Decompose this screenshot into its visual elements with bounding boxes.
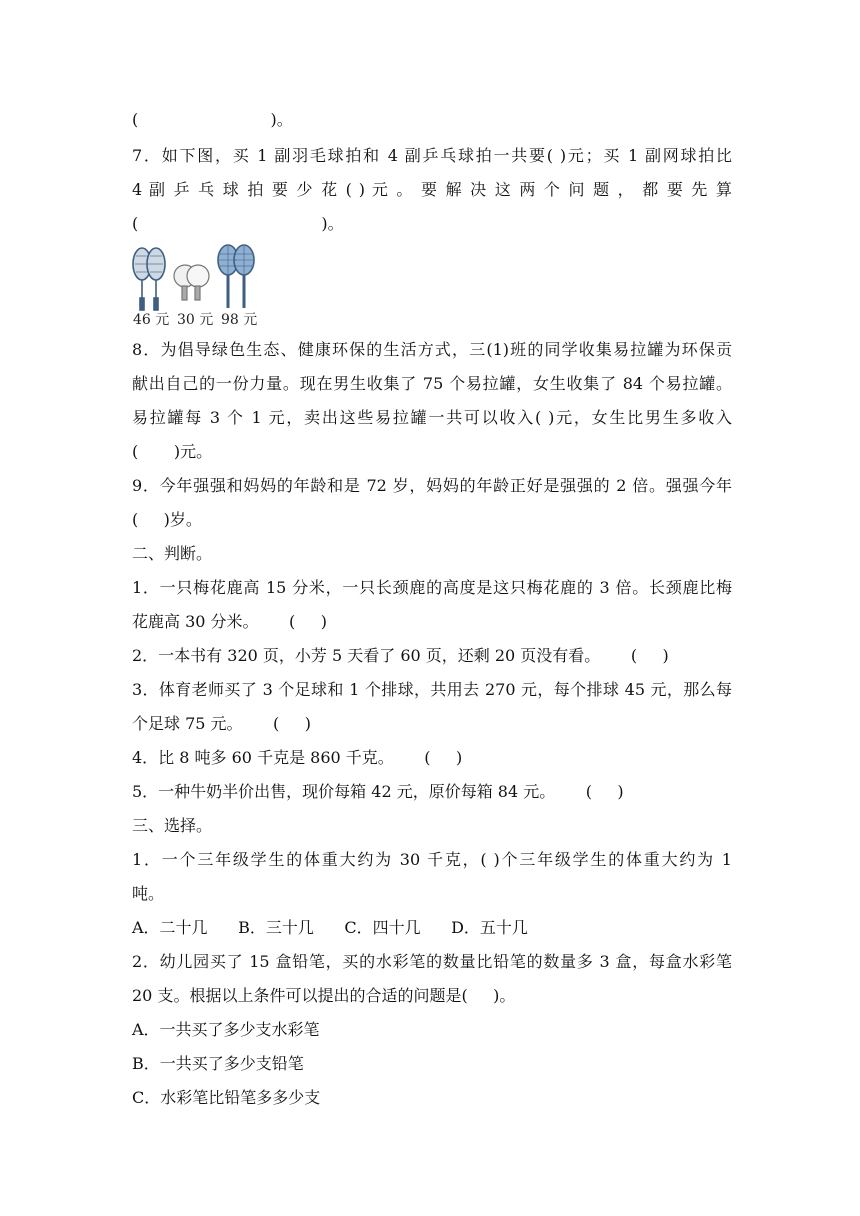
choice-q2-line-2: 20 支。根据以上条件可以提出的合适的问题是( )。 [132,986,516,1005]
pingpong-price: 30 元 [177,312,214,328]
q8-line-4: ( )元。 [132,442,213,461]
judge-q1-line-2: 花鹿高 30 分米。 ( ) [132,612,327,631]
choice-q2-line-1: 2．幼儿园买了 15 盒铅笔，买的水彩笔的数量比铅笔的数量多 3 盒，每盒水彩笔 [132,952,732,971]
choice-q1-line-2: 吨。 [132,884,165,903]
section-judge-title: 二、判断。 [132,544,213,563]
q6-answer-blank: ( )。 [132,110,293,129]
q8-line-2: 献出自己的一份力量。现在男生收集了 75 个易拉罐，女生收集了 84 个易拉罐。 [132,374,732,393]
tennis-price: 98 元 [221,312,258,328]
pingpong-paddles-icon [174,265,209,300]
judge-q5: 5．一种牛奶半价出售，现价每箱 42 元，原价每箱 84 元。 ( ) [132,782,624,801]
judge-q3-line-2: 个足球 75 元。 ( ) [132,714,311,733]
judge-q3-line-1: 3．体育老师买了 3 个足球和 1 个排球，共用去 270 元，每个排球 45 元，那么每 [132,680,732,699]
q7-line-2: 4 副 乒 乓 球 拍 要 少 花 ( ) 元 。 要 解 决 这 两 个 问 题 ， 都 要 先 算 [132,180,732,199]
judge-q2: 2．一本书有 320 页，小芳 5 天看了 60 页，还剩 20 页没有看。 ( ) [132,646,669,665]
q9-line-2: ( )岁。 [132,510,202,529]
choice-q2-option-c: C．水彩笔比铅笔多多少支 [132,1088,321,1107]
q9-line-1: 9．今年强强和妈妈的年龄和是 72 岁，妈妈的年龄正好是强强的 2 倍。强强今年 [132,476,732,495]
q8-line-1: 8．为倡导绿色生态、健康环保的生活方式，三(1)班的同学收集易拉罐为环保贡 [132,340,732,359]
judge-q4: 4．比 8 吨多 60 千克是 860 千克。 ( ) [132,748,463,767]
badminton-rackets-icon [133,248,165,310]
choice-q1-options: A．二十几 B．三十几 C．四十几 D．五十几 [132,918,528,937]
section-choice-title: 三、选择。 [132,816,213,835]
tennis-rackets-icon [218,245,254,308]
choice-q2-option-b: B．一共买了多少支铅笔 [132,1054,304,1073]
judge-q1-line-1: 1．一只梅花鹿高 15 分米，一只长颈鹿的高度是这只梅花鹿的 3 倍。长颈鹿比梅 [132,578,732,597]
q8-line-3: 易拉罐每 3 个 1 元，卖出这些易拉罐一共可以收入( )元，女生比男生多收入 [132,408,732,427]
badminton-price: 46 元 [133,312,170,328]
choice-q2-option-a: A．一共买了多少支水彩笔 [132,1020,320,1039]
choice-q1-line-1: 1．一个三年级学生的体重大约为 30 千克，( )个三年级学生的体重大约为 1 [132,850,732,869]
q7-line-3: ( )。 [132,214,344,233]
q7-line-1: 7．如下图，买 1 副羽毛球拍和 4 副乒乓球拍一共要( )元；买 1 副网球拍比 [132,146,732,165]
